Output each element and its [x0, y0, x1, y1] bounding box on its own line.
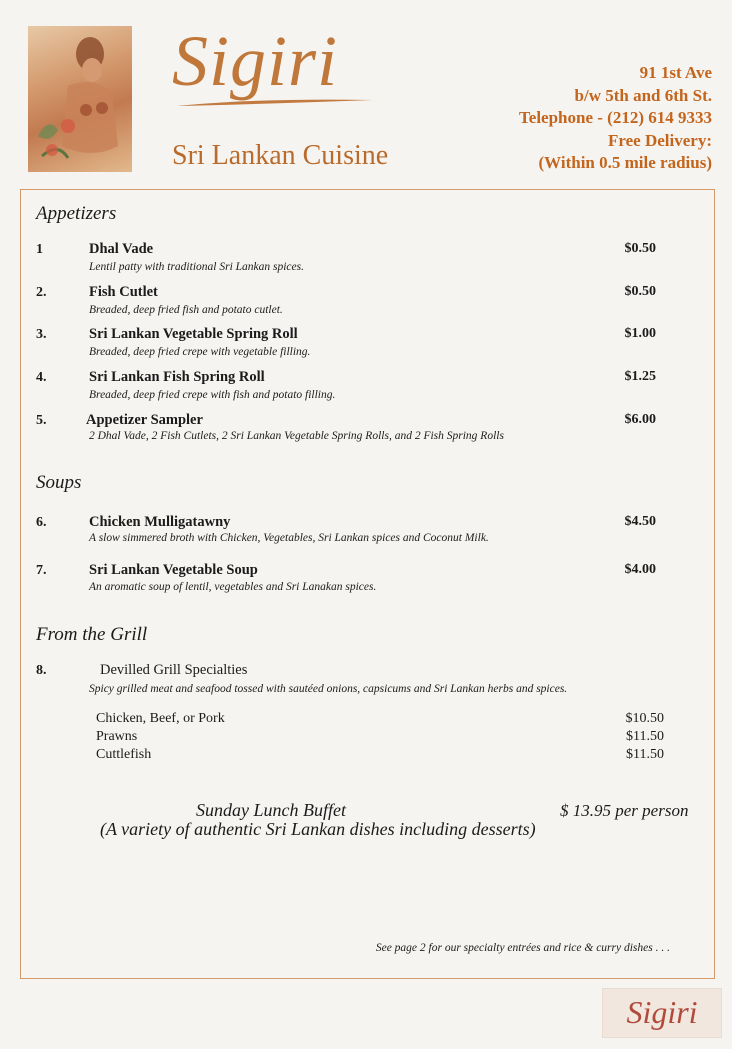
item-number: 7. — [36, 563, 47, 578]
delivery-radius: (Within 0.5 mile radius) — [538, 153, 712, 172]
item-description: Lentil patty with traditional Sri Lankan spices. — [89, 261, 304, 273]
item-price: $1.25 — [624, 369, 656, 384]
section-heading-soups: Soups — [36, 472, 82, 493]
item-price: $0.50 — [624, 284, 656, 299]
address-line: b/w 5th and 6th St. — [574, 85, 712, 105]
item-number: 6. — [36, 515, 47, 530]
item-description: An aromatic soup of lentil, vegetables and Sri Lanakan spices. — [89, 581, 377, 593]
item-price: $4.00 — [624, 562, 656, 577]
grill-option-price: $11.50 — [626, 747, 664, 762]
footer-logo: Sigiri — [602, 988, 722, 1038]
item-name: Sri Lankan Vegetable Spring Roll — [89, 326, 298, 342]
buffet-subtitle: (A variety of authentic Sri Lankan dishes including desserts) — [100, 819, 536, 839]
item-number: 2. — [36, 285, 47, 300]
grill-option: Cuttlefish — [96, 747, 152, 762]
restaurant-logo: Sigiri — [172, 21, 339, 101]
address-line: 91 1st Ave — [639, 63, 712, 82]
item-name: Devilled Grill Specialties — [100, 662, 248, 678]
telephone: Telephone - (212) 614 9333 — [519, 108, 712, 127]
item-description: A slow simmered broth with Chicken, Vegetables, Sri Lankan spices and Coconut Milk. — [89, 532, 489, 544]
fresco-image — [28, 26, 132, 172]
item-number: 8. — [36, 663, 47, 678]
item-number: 3. — [36, 327, 47, 342]
item-description: Breaded, deep fried crepe with vegetable filling. — [89, 346, 311, 358]
item-name: Sri Lankan Vegetable Soup — [89, 562, 258, 578]
item-description: Spicy grilled meat and seafood tossed with sautéed onions, capsicums and Sri Lankan herbs and spices. — [89, 683, 568, 695]
item-description: Breaded, deep fried fish and potato cutlet. — [89, 304, 283, 316]
section-heading-appetizers: Appetizers — [36, 203, 117, 224]
logo-swoosh — [175, 96, 375, 110]
item-price: $0.50 — [624, 241, 656, 256]
item-description: 2 Dhal Vade, 2 Fish Cutlets, 2 Sri Lankan Vegetable Spring Rolls, and 2 Fish Spring Rolls — [89, 430, 504, 442]
item-number: 5. — [36, 413, 47, 428]
buffet-title: Sunday Lunch Buffet — [196, 800, 346, 820]
buffet-price: $ 13.95 per person — [560, 801, 689, 820]
item-name: Chicken Mulligatawny — [89, 514, 231, 530]
page-note: See page 2 for our specialty entrées and rice & curry dishes . . . — [375, 942, 670, 954]
item-price: $4.50 — [624, 514, 656, 529]
address-block — [519, 62, 712, 175]
item-name: Appetizer Sampler — [86, 412, 203, 428]
grill-option-price: $11.50 — [626, 729, 664, 744]
delivery-label: Free Delivery: — [608, 130, 712, 150]
item-name: Fish Cutlet — [89, 284, 158, 300]
item-number: 4. — [36, 370, 47, 385]
cuisine-subtitle: Sri Lankan Cuisine — [172, 140, 389, 171]
item-price: $1.00 — [624, 326, 656, 341]
item-name: Dhal Vade — [89, 241, 154, 257]
section-heading-grill: From the Grill — [36, 624, 148, 645]
grill-option: Chicken, Beef, or Pork — [96, 711, 225, 726]
item-number: 1 — [36, 242, 43, 257]
item-price: $6.00 — [624, 412, 656, 427]
grill-option: Prawns — [96, 729, 138, 744]
grill-option-price: $10.50 — [625, 711, 664, 726]
item-name: Sri Lankan Fish Spring Roll — [89, 369, 265, 385]
item-description: Breaded, deep fried crepe with fish and potato filling. — [89, 389, 336, 401]
